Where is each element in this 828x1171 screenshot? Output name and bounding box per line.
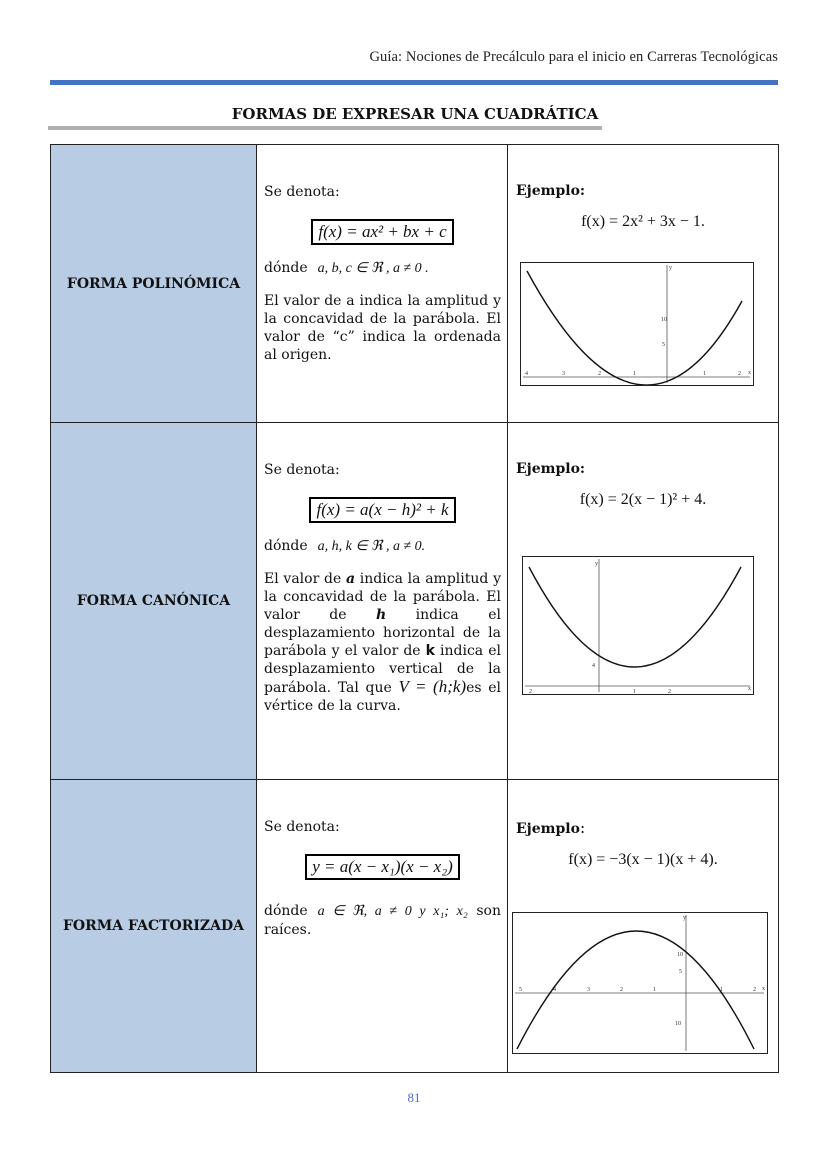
example-formula: f(x) = −3(x − 1)(x + 4). bbox=[568, 851, 718, 868]
note-part: indica el desplazamiento horizontal de la parábola y el valor de bbox=[264, 607, 501, 659]
section-title: FORMAS DE EXPRESAR UNA CUADRÁTICA bbox=[231, 105, 599, 123]
tick-x: 4 bbox=[553, 987, 556, 993]
tick-x: 1 bbox=[703, 371, 706, 377]
axis-label-x: x bbox=[748, 370, 751, 376]
example-formula: f(x) = 2x² + 3x − 1. bbox=[581, 213, 705, 230]
axis-label-y: y bbox=[669, 265, 672, 271]
axis-label-y: y bbox=[683, 915, 686, 921]
tick-y: 10 bbox=[677, 952, 683, 958]
page-number: 81 bbox=[407, 1090, 421, 1105]
note-var-h: h bbox=[376, 607, 387, 623]
running-header: Guía: Nociones de Precálculo para el inicio en Carreras Tecnológicas bbox=[369, 49, 778, 65]
row-name-canonica: FORMA CANÓNICA bbox=[51, 423, 257, 780]
general-formula: f(x) = ax² + bx + c bbox=[311, 219, 453, 245]
tick-x: 1 bbox=[720, 987, 723, 993]
ejemplo-colon: : bbox=[579, 818, 586, 837]
tick-x: 2 bbox=[620, 987, 623, 993]
donde-line bbox=[264, 537, 501, 556]
example-graph bbox=[522, 556, 754, 695]
tick-x: 1 bbox=[653, 987, 656, 993]
tick-x: 2 bbox=[529, 689, 532, 694]
tick-x: 2 bbox=[753, 987, 756, 993]
note-var-a: a bbox=[346, 571, 356, 587]
donde-label: dónde bbox=[264, 538, 308, 554]
example-formula: f(x) = 2(x − 1)² + 4. bbox=[579, 491, 707, 508]
graph-polinomica bbox=[521, 263, 753, 385]
donde-tail: son raíces. bbox=[264, 903, 502, 938]
tick-x: 4 bbox=[525, 371, 528, 377]
ejemplo-label: Ejemplo: bbox=[516, 183, 586, 199]
axis-label-x: x bbox=[748, 686, 751, 692]
donde-math: a, h, k ∈ ℜ , a ≠ 0. bbox=[317, 539, 426, 554]
row-desc-canonica bbox=[257, 423, 508, 780]
note-text: El valor de a indica la amplitud y la concavidad de la parábola. El valor de “c” indica la ordenada al origen. bbox=[264, 293, 501, 363]
donde-label: dónde bbox=[264, 903, 308, 919]
row-example-canonica bbox=[508, 423, 778, 780]
graph-canonica bbox=[523, 557, 753, 694]
tick-y: 10 bbox=[675, 1021, 681, 1027]
example-graph bbox=[520, 262, 754, 386]
general-formula: y = a(x − x₁)(x − x₂) bbox=[305, 854, 460, 880]
general-formula: f(x) = a(x − h)² + k bbox=[309, 497, 455, 523]
tick-x: 2 bbox=[598, 371, 601, 377]
row-desc-polinomica bbox=[257, 145, 508, 423]
tick-y: 5 bbox=[679, 969, 682, 975]
note-var-k: k bbox=[425, 643, 435, 659]
tick-x: 3 bbox=[562, 371, 565, 377]
axis-label-y: y bbox=[595, 561, 598, 567]
graph-factorizada bbox=[513, 913, 767, 1053]
row-example-factorizada bbox=[508, 780, 778, 1072]
tick-x: 3 bbox=[587, 987, 590, 993]
row-desc-factorizada bbox=[257, 780, 508, 1072]
ejemplo-label: Ejemplo: bbox=[516, 461, 586, 477]
axis-label-x: x bbox=[762, 986, 765, 992]
note-part: es el vértice de la curva. bbox=[264, 680, 502, 714]
tick-x: 2 bbox=[738, 371, 741, 377]
forms-table bbox=[50, 144, 779, 1073]
note-part: indica la amplitud y la concavidad de la parábola. El valor de bbox=[264, 571, 501, 623]
tick-x: 1 bbox=[633, 689, 636, 694]
row-example-polinomica bbox=[508, 145, 778, 423]
tick-x: 5 bbox=[519, 987, 522, 993]
row-name-polinomica: FORMA POLINÓMICA bbox=[51, 145, 257, 423]
donde-math: a, b, c ∈ ℜ , a ≠ 0 . bbox=[317, 261, 429, 276]
ejemplo-heading bbox=[516, 818, 770, 837]
title-underline bbox=[48, 126, 602, 130]
ejemplo-label: Ejemplo bbox=[516, 821, 580, 837]
tick-y: 10 bbox=[661, 317, 667, 323]
donde-line bbox=[264, 259, 501, 278]
denota-label: Se denota: bbox=[264, 819, 340, 835]
donde-label: dónde bbox=[264, 260, 308, 276]
tick-x: 1 bbox=[633, 371, 636, 377]
note-text bbox=[264, 570, 501, 715]
vertex-formula: V = (h;k) bbox=[398, 677, 467, 696]
denota-label: Se denota: bbox=[264, 184, 340, 200]
tick-y: 4 bbox=[592, 663, 595, 669]
example-graph bbox=[512, 912, 768, 1054]
donde-math: a ∈ ℜ, a ≠ 0 y x₁; x₂ bbox=[317, 904, 468, 919]
note-part: indica el desplazamiento vertical de la parábola. Tal que bbox=[264, 643, 501, 696]
donde-line bbox=[264, 902, 501, 939]
header-rule bbox=[50, 80, 778, 85]
tick-x: 2 bbox=[668, 689, 671, 694]
tick-y: 5 bbox=[662, 342, 665, 348]
row-name-factorizada: FORMA FACTORIZADA bbox=[51, 780, 257, 1072]
denota-label: Se denota: bbox=[264, 462, 340, 478]
note-part: El valor de bbox=[264, 571, 346, 587]
